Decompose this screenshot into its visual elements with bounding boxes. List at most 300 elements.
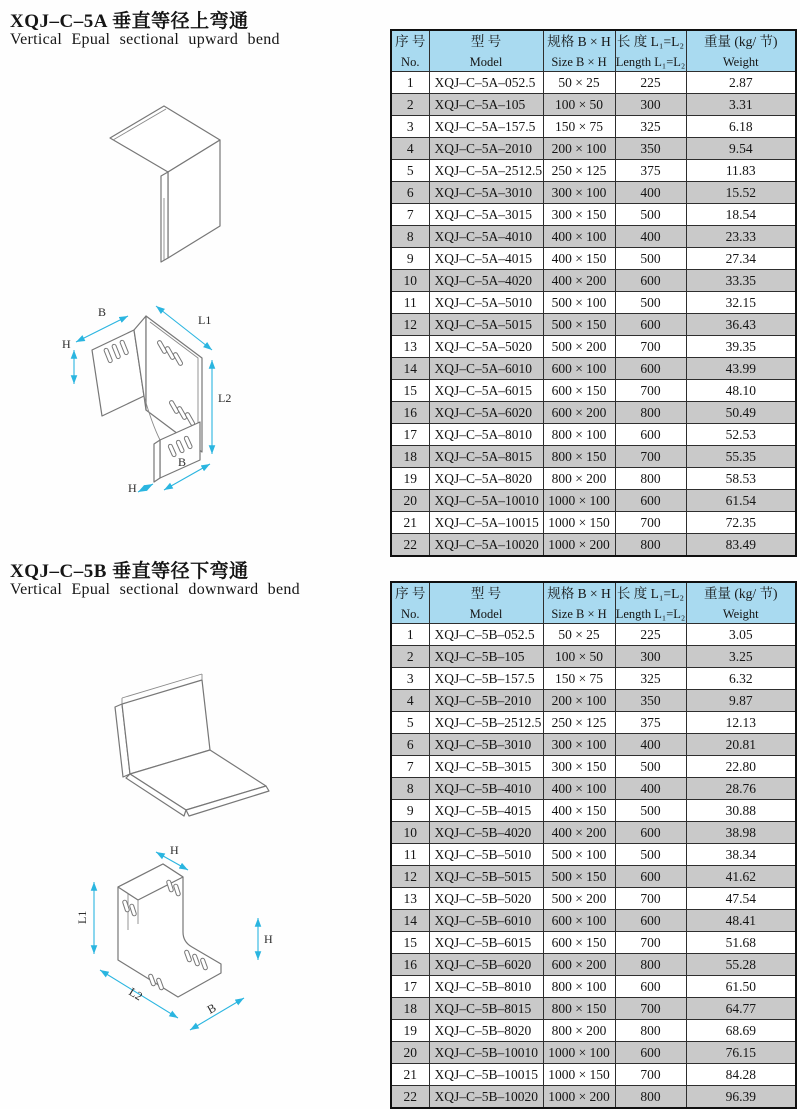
- table-cell: 4: [391, 690, 429, 712]
- table-cell: 400 × 200: [543, 822, 615, 844]
- table-cell: 700: [615, 336, 686, 358]
- table-cell: 55.35: [686, 446, 796, 468]
- table-cell: 800: [615, 534, 686, 557]
- table-cell: 1: [391, 72, 429, 94]
- table-cell: XQJ–C–5B–6010: [429, 910, 543, 932]
- table-cell: XQJ–C–5A–5015: [429, 314, 543, 336]
- table-row: [391, 182, 796, 204]
- table-cell: XQJ–C–5A–5020: [429, 336, 543, 358]
- table-cell: 500: [615, 800, 686, 822]
- table-cell: 18: [391, 998, 429, 1020]
- table-cell: 375: [615, 712, 686, 734]
- table-cell: XQJ–C–5A–5010: [429, 292, 543, 314]
- table-cell: 700: [615, 512, 686, 534]
- table-row: [391, 468, 796, 490]
- table-row: [391, 822, 796, 844]
- table-row: [391, 380, 796, 402]
- table-cell: XQJ–C–5A–052.5: [429, 72, 543, 94]
- table-cell: 500 × 100: [543, 292, 615, 314]
- table-cell: XQJ–C–5A–10020: [429, 534, 543, 557]
- bottom-flange: [154, 440, 160, 482]
- table-cell: 32.15: [686, 292, 796, 314]
- table-row: [391, 226, 796, 248]
- table-cell: 1000 × 150: [543, 512, 615, 534]
- table-cell: 18: [391, 446, 429, 468]
- table-cell: 43.99: [686, 358, 796, 380]
- table-cell: 300 × 100: [543, 182, 615, 204]
- table-cell: XQJ–C–5B–157.5: [429, 668, 543, 690]
- table-cell: 55.28: [686, 954, 796, 976]
- table-cell: 9: [391, 248, 429, 270]
- table-cell: 41.62: [686, 866, 796, 888]
- table-cell: 700: [615, 1064, 686, 1086]
- table-row: [391, 116, 796, 138]
- table-cell: 47.54: [686, 888, 796, 910]
- table-row: [391, 534, 796, 557]
- table-cell: 150 × 75: [543, 668, 615, 690]
- dim-label-h-right: H: [264, 932, 273, 946]
- table-cell: XQJ–C–5B–3015: [429, 756, 543, 778]
- table-cell: 10: [391, 822, 429, 844]
- table-row: [391, 1064, 796, 1086]
- table-cell: 300 × 150: [543, 756, 615, 778]
- table-cell: 600: [615, 1042, 686, 1064]
- table-cell: 600: [615, 358, 686, 380]
- table-cell: 3: [391, 116, 429, 138]
- table-cell: 300: [615, 646, 686, 668]
- table-cell: 1000 × 200: [543, 1086, 615, 1109]
- table-cell: XQJ–C–5A–157.5: [429, 116, 543, 138]
- table-cell: 600 × 150: [543, 932, 615, 954]
- table-cell: 600: [615, 490, 686, 512]
- section-5b-title-zh: XQJ–C–5B 垂直等径下弯通: [10, 561, 249, 582]
- table-cell: 83.49: [686, 534, 796, 557]
- table-cell: 500: [615, 292, 686, 314]
- table-cell: 15: [391, 380, 429, 402]
- table-cell: XQJ–C–5A–3015: [429, 204, 543, 226]
- table-cell: 600: [615, 910, 686, 932]
- table-cell: 10: [391, 270, 429, 292]
- table-cell: XQJ–C–5A–2010: [429, 138, 543, 160]
- table-cell: 800 × 150: [543, 998, 615, 1020]
- table-cell: 600: [615, 822, 686, 844]
- dim-line-h-bottom: [138, 484, 153, 492]
- table-cell: XQJ–C–5B–6020: [429, 954, 543, 976]
- downward-bend-part-outline: [118, 864, 221, 997]
- table-row: [391, 94, 796, 116]
- table-row: [391, 888, 796, 910]
- dim-label-b: B: [204, 1000, 219, 1017]
- upward-bend-isometric-drawing: [102, 98, 252, 288]
- dim-label-b-top: B: [98, 305, 107, 319]
- table-cell: 325: [615, 668, 686, 690]
- table-row: [391, 1086, 796, 1109]
- table-cell: 19: [391, 468, 429, 490]
- table-cell: 250 × 125: [543, 712, 615, 734]
- dim-label-l2: L2: [218, 391, 232, 405]
- column-header: 长 度 L₁=L₂ Length L₁=L₂: [615, 30, 686, 72]
- table-cell: XQJ–C–5B–2512.5: [429, 712, 543, 734]
- table-cell: 16: [391, 402, 429, 424]
- table-cell: XQJ–C–5B–4010: [429, 778, 543, 800]
- table-cell: XQJ–C–5B–5020: [429, 888, 543, 910]
- table-cell: 700: [615, 446, 686, 468]
- table-cell: 72.35: [686, 512, 796, 534]
- table-cell: 15: [391, 932, 429, 954]
- spec-table-5b: [390, 581, 797, 1109]
- table-cell: 58.53: [686, 468, 796, 490]
- table-cell: 600: [615, 270, 686, 292]
- table-row: [391, 270, 796, 292]
- table-cell: 600: [615, 314, 686, 336]
- table-cell: 21: [391, 1064, 429, 1086]
- table-cell: XQJ–C–5B–8015: [429, 998, 543, 1020]
- table-cell: 225: [615, 624, 686, 646]
- table-cell: 1000 × 100: [543, 1042, 615, 1064]
- table-cell: 800: [615, 468, 686, 490]
- table-row: [391, 954, 796, 976]
- table-cell: 22: [391, 534, 429, 557]
- table-row: [391, 778, 796, 800]
- table-row: [391, 976, 796, 998]
- table-row: [391, 932, 796, 954]
- table-cell: 300 × 100: [543, 734, 615, 756]
- table-cell: 50 × 25: [543, 624, 615, 646]
- table-cell: 38.98: [686, 822, 796, 844]
- table-cell: XQJ–C–5A–8020: [429, 468, 543, 490]
- table-row: [391, 336, 796, 358]
- table-cell: 400 × 100: [543, 226, 615, 248]
- table-row: [391, 998, 796, 1020]
- table-cell: XQJ–C–5A–4015: [429, 248, 543, 270]
- table-cell: 600 × 200: [543, 954, 615, 976]
- table-cell: 9: [391, 800, 429, 822]
- table-cell: 500: [615, 248, 686, 270]
- table-cell: 300: [615, 94, 686, 116]
- table-row: [391, 646, 796, 668]
- table-cell: 22.80: [686, 756, 796, 778]
- table-cell: 13: [391, 336, 429, 358]
- table-cell: 19: [391, 1020, 429, 1042]
- spec-table-5b-container: [390, 581, 796, 1109]
- table-cell: 700: [615, 380, 686, 402]
- table-cell: 1000 × 200: [543, 534, 615, 557]
- table-cell: 800 × 150: [543, 446, 615, 468]
- table-cell: 3.31: [686, 94, 796, 116]
- table-cell: XQJ–C–5A–10010: [429, 490, 543, 512]
- table-row: [391, 292, 796, 314]
- table-cell: 800: [615, 1086, 686, 1109]
- table-cell: 1000 × 100: [543, 490, 615, 512]
- header-row: [391, 30, 796, 72]
- table-cell: 17: [391, 424, 429, 446]
- table-cell: 28.76: [686, 778, 796, 800]
- table-row: [391, 668, 796, 690]
- table-cell: 22: [391, 1086, 429, 1109]
- spec-table-5a-container: [390, 29, 796, 557]
- table-cell: 200 × 100: [543, 138, 615, 160]
- table-cell: 39.35: [686, 336, 796, 358]
- table-cell: 400 × 100: [543, 778, 615, 800]
- table-cell: 11: [391, 292, 429, 314]
- table-cell: XQJ–C–5A–6020: [429, 402, 543, 424]
- table-cell: XQJ–C–5A–10015: [429, 512, 543, 534]
- table-cell: XQJ–C–5A–4010: [429, 226, 543, 248]
- table-cell: 5: [391, 160, 429, 182]
- table-cell: XQJ–C–5A–8015: [429, 446, 543, 468]
- table-cell: 14: [391, 358, 429, 380]
- table-cell: 800: [615, 954, 686, 976]
- dim-label-b-bottom: B: [178, 455, 187, 469]
- column-header: 重量 (kg/ 节) Weight: [686, 582, 796, 624]
- table-cell: 500 × 200: [543, 336, 615, 358]
- dim-label-l1: L1: [198, 313, 212, 327]
- table-row: [391, 1042, 796, 1064]
- table-cell: 400: [615, 226, 686, 248]
- table-row: [391, 248, 796, 270]
- table-cell: 600: [615, 866, 686, 888]
- table-cell: 700: [615, 932, 686, 954]
- table-cell: 8: [391, 778, 429, 800]
- table-cell: 18.54: [686, 204, 796, 226]
- downward-bend-part: [115, 674, 269, 816]
- table-cell: 1000 × 150: [543, 1064, 615, 1086]
- table-cell: 350: [615, 138, 686, 160]
- table-cell: 14: [391, 910, 429, 932]
- table-cell: XQJ–C–5B–5010: [429, 844, 543, 866]
- table-row: [391, 138, 796, 160]
- table-cell: XQJ–C–5B–10015: [429, 1064, 543, 1086]
- table-cell: 38.34: [686, 844, 796, 866]
- table-cell: 48.41: [686, 910, 796, 932]
- table-cell: 61.50: [686, 976, 796, 998]
- table-cell: 50.49: [686, 402, 796, 424]
- table-cell: XQJ–C–5A–105: [429, 94, 543, 116]
- table-cell: XQJ–C–5A–4020: [429, 270, 543, 292]
- section-5a-title-en: Vertical Epual sectional upward bend: [10, 31, 280, 48]
- table-cell: 36.43: [686, 314, 796, 336]
- table-row: [391, 844, 796, 866]
- table-row: [391, 800, 796, 822]
- table-cell: 500: [615, 204, 686, 226]
- table-row: [391, 712, 796, 734]
- table-cell: 9.87: [686, 690, 796, 712]
- table-cell: 4: [391, 138, 429, 160]
- table-row: [391, 512, 796, 534]
- column-header: 规格 B × H Size B × H: [543, 30, 615, 72]
- table-cell: 84.28: [686, 1064, 796, 1086]
- table-cell: 7: [391, 756, 429, 778]
- downward-bend-isometric-drawing: [98, 668, 278, 833]
- table-cell: 13: [391, 888, 429, 910]
- table-cell: 250 × 125: [543, 160, 615, 182]
- table-cell: 12: [391, 314, 429, 336]
- table-cell: 68.69: [686, 1020, 796, 1042]
- spec-table-5a: [390, 29, 797, 557]
- table-cell: 350: [615, 690, 686, 712]
- table-cell: XQJ–C–5B–052.5: [429, 624, 543, 646]
- column-header: 长 度 L₁=L₂ Length L₁=L₂: [615, 582, 686, 624]
- table-cell: 50 × 25: [543, 72, 615, 94]
- table-cell: 21: [391, 512, 429, 534]
- table-cell: 800: [615, 402, 686, 424]
- table-cell: 5: [391, 712, 429, 734]
- section-5a-title-zh: XQJ–C–5A 垂直等径上弯通: [10, 11, 249, 32]
- table-cell: 6: [391, 182, 429, 204]
- table-cell: 600 × 200: [543, 402, 615, 424]
- table-cell: 8: [391, 226, 429, 248]
- table-cell: 33.35: [686, 270, 796, 292]
- table-row: [391, 358, 796, 380]
- header-row: [391, 582, 796, 624]
- table-cell: 16: [391, 954, 429, 976]
- table-cell: 600 × 100: [543, 910, 615, 932]
- table-cell: 3.25: [686, 646, 796, 668]
- table-cell: 600: [615, 976, 686, 998]
- table-row: [391, 446, 796, 468]
- table-cell: 400: [615, 182, 686, 204]
- table-cell: 3: [391, 668, 429, 690]
- table-cell: 52.53: [686, 424, 796, 446]
- section-5b-title-en: Vertical Epual sectional downward bend: [10, 581, 300, 598]
- table-cell: 800 × 200: [543, 1020, 615, 1042]
- dim-line-b: [190, 998, 244, 1030]
- table-row: [391, 160, 796, 182]
- table-row: [391, 756, 796, 778]
- table-row: [391, 204, 796, 226]
- table-row: [391, 402, 796, 424]
- table-cell: 6.32: [686, 668, 796, 690]
- table-cell: 100 × 50: [543, 94, 615, 116]
- table-cell: 225: [615, 72, 686, 94]
- table-cell: 500: [615, 844, 686, 866]
- table-cell: 500: [615, 756, 686, 778]
- table-cell: XQJ–C–5B–10020: [429, 1086, 543, 1109]
- table-row: [391, 314, 796, 336]
- table-cell: 20: [391, 490, 429, 512]
- column-header: 规格 B × H Size B × H: [543, 582, 615, 624]
- table-cell: 20: [391, 1042, 429, 1064]
- table-cell: 325: [615, 116, 686, 138]
- column-header: 重量 (kg/ 节) Weight: [686, 30, 796, 72]
- table-cell: XQJ–C–5B–5015: [429, 866, 543, 888]
- duct-left-flange: [161, 172, 168, 262]
- table-cell: 7: [391, 204, 429, 226]
- table-cell: 800 × 100: [543, 976, 615, 998]
- table-cell: 700: [615, 888, 686, 910]
- table-cell: 11: [391, 844, 429, 866]
- table-cell: 15.52: [686, 182, 796, 204]
- table-row: [391, 690, 796, 712]
- table-cell: XQJ–C–5A–3010: [429, 182, 543, 204]
- table-cell: XQJ–C–5B–6015: [429, 932, 543, 954]
- table-cell: 375: [615, 160, 686, 182]
- table-row: [391, 72, 796, 94]
- table-cell: 12.13: [686, 712, 796, 734]
- table-row: [391, 734, 796, 756]
- table-cell: 76.15: [686, 1042, 796, 1064]
- table-cell: XQJ–C–5B–8020: [429, 1020, 543, 1042]
- table-cell: XQJ–C–5A–6015: [429, 380, 543, 402]
- table-cell: 100 × 50: [543, 646, 615, 668]
- table-cell: 500 × 200: [543, 888, 615, 910]
- table-cell: 200 × 100: [543, 690, 615, 712]
- table-cell: XQJ–C–5B–2010: [429, 690, 543, 712]
- table-cell: 48.10: [686, 380, 796, 402]
- table-cell: 400: [615, 734, 686, 756]
- table-cell: XQJ–C–5B–8010: [429, 976, 543, 998]
- dim-label-l1: L1: [75, 910, 89, 924]
- downward-bend-dimension-drawing: [58, 842, 328, 1057]
- table-cell: 27.34: [686, 248, 796, 270]
- table-cell: 800 × 200: [543, 468, 615, 490]
- table-cell: 11.83: [686, 160, 796, 182]
- dim-label-l2: L2: [126, 984, 146, 1004]
- table-cell: 150 × 75: [543, 116, 615, 138]
- dim-label-h-top: H: [170, 843, 179, 857]
- table-cell: 20.81: [686, 734, 796, 756]
- table-cell: XQJ–C–5B–10010: [429, 1042, 543, 1064]
- dim-label-h-left: H: [62, 337, 71, 351]
- table-cell: 12: [391, 866, 429, 888]
- table-cell: XQJ–C–5B–105: [429, 646, 543, 668]
- table-cell: 6: [391, 734, 429, 756]
- table-cell: 600 × 150: [543, 380, 615, 402]
- table-cell: 6.18: [686, 116, 796, 138]
- table-cell: 500 × 100: [543, 844, 615, 866]
- table-cell: 300 × 150: [543, 204, 615, 226]
- column-header: 型 号 Model: [429, 582, 543, 624]
- table-cell: XQJ–C–5B–3010: [429, 734, 543, 756]
- table-cell: 400 × 200: [543, 270, 615, 292]
- table-cell: 9.54: [686, 138, 796, 160]
- table-cell: 2: [391, 94, 429, 116]
- table-cell: 800 × 100: [543, 424, 615, 446]
- table-cell: 51.68: [686, 932, 796, 954]
- table-cell: 30.88: [686, 800, 796, 822]
- table-cell: XQJ–C–5B–4015: [429, 800, 543, 822]
- table-cell: 600 × 100: [543, 358, 615, 380]
- table-cell: 3.05: [686, 624, 796, 646]
- table-cell: XQJ–C–5A–6010: [429, 358, 543, 380]
- table-cell: 2.87: [686, 72, 796, 94]
- column-header: 型 号 Model: [429, 30, 543, 72]
- table-row: [391, 866, 796, 888]
- upward-bend-dimension-drawing: [60, 292, 322, 512]
- table-row: [391, 424, 796, 446]
- dim-label-h-bottom: H: [128, 481, 137, 495]
- table-row: [391, 910, 796, 932]
- table-cell: 2: [391, 646, 429, 668]
- table-cell: 23.33: [686, 226, 796, 248]
- table-cell: 64.77: [686, 998, 796, 1020]
- table-cell: XQJ–C–5A–8010: [429, 424, 543, 446]
- table-cell: 400 × 150: [543, 248, 615, 270]
- column-header: 序 号 No.: [391, 30, 429, 72]
- table-cell: 400 × 150: [543, 800, 615, 822]
- table-cell: 1: [391, 624, 429, 646]
- table-row: [391, 490, 796, 512]
- upward-bend-part: [110, 106, 220, 262]
- table-cell: 700: [615, 998, 686, 1020]
- table-cell: 400: [615, 778, 686, 800]
- table-cell: 17: [391, 976, 429, 998]
- table-cell: XQJ–C–5A–2512.5: [429, 160, 543, 182]
- table-cell: 61.54: [686, 490, 796, 512]
- column-header: 序 号 No.: [391, 582, 429, 624]
- table-row: [391, 1020, 796, 1042]
- table-cell: 96.39: [686, 1086, 796, 1109]
